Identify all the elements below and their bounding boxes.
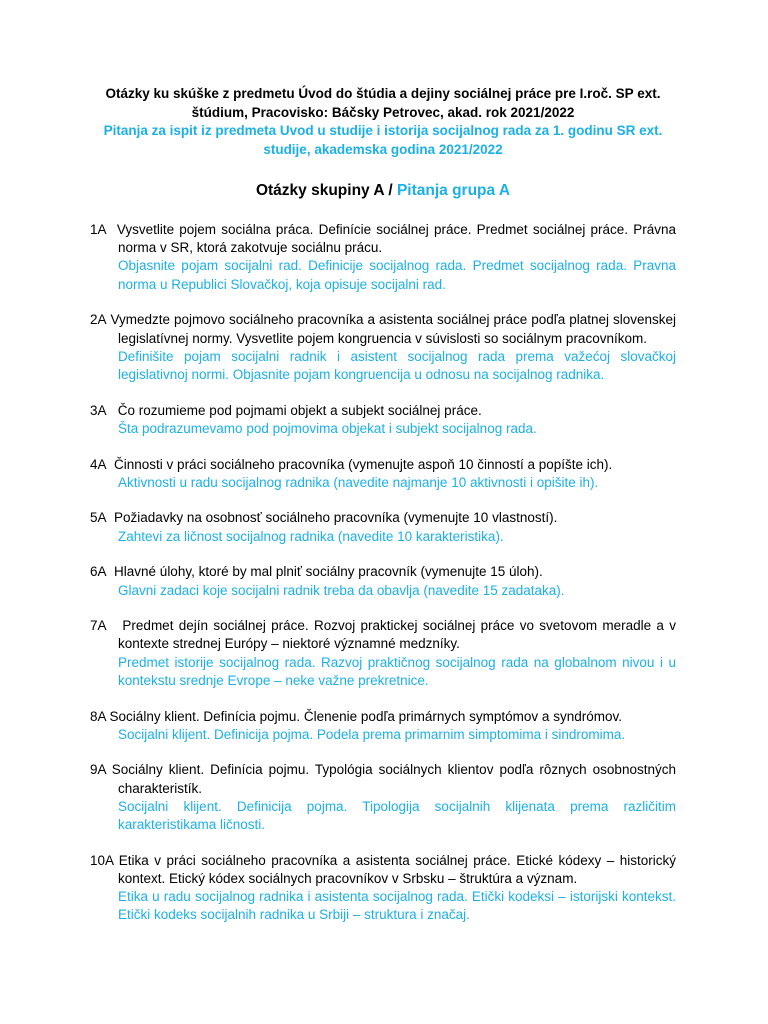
- question-number: 8A: [90, 708, 106, 724]
- question-text-slovak: Čo rozumieme pod pojmami objekt a subjekt sociálnej práce.: [117, 402, 482, 418]
- question-text-serbian: Zahtevi za ličnost socijalnog radnika (navedite 10 karakteristika).: [118, 528, 504, 544]
- question-item: [90, 402, 676, 438]
- question-number: 9A: [90, 762, 106, 778]
- question-text-serbian: Etika u radu socijalnog radnika i asistenta socijalnog rada. Etički kodeksi – istorijski kontekst. Etički kodeks socijalnih radnika u Srbiji – struktura i značaj.: [118, 889, 676, 923]
- question-number: 6A: [90, 564, 107, 580]
- question-text-slovak: Predmet dejín sociálnej práce. Rozvoj praktickej sociálnej práce vo svetovom meradle a v kontexte strednej Európy – niektoré významné medzníky.: [118, 618, 676, 652]
- question-item: [90, 617, 676, 690]
- question-item: [90, 221, 676, 294]
- group-title-separator: /: [384, 182, 397, 199]
- group-title-slovak: Otázky skupiny A: [255, 182, 385, 199]
- group-heading: [90, 181, 676, 201]
- question-number: 4A: [90, 456, 107, 472]
- header-title-slovak: Otázky ku skúške z predmetu Úvod do štúdia a dejiny sociálnej práce pre I.roč. SP ext. štúdium, Pracovisko: Báčsky Petrovec, akad. rok 2021/2022: [105, 86, 661, 120]
- question-item: [90, 852, 676, 925]
- header-title-serbian: Pitanja za ispit iz predmeta Uvod u studije i istorija socijalnog rada za 1. godinu SR ext. studije, akademska godina 2021/2022: [103, 123, 663, 157]
- question-text-serbian: Objasnite pojam socijalni rad. Definicije socijalnog rada. Predmet socijalnog rada. Pravna norma u Republici Slovačkoj, koja opisuje socijalni rad.: [118, 258, 676, 292]
- question-number: 7A: [90, 618, 107, 634]
- question-item: [90, 563, 676, 599]
- question-number: 3A: [90, 402, 107, 418]
- question-text-serbian: Definišite pojam socijalni radnik i asistent socijalnog rada prema važećoj slovačkoj legislativnoj normi. Objasnite pojam kongruencija u odnosu na socijalnog radnika.: [118, 348, 676, 382]
- question-number: 2A: [90, 312, 107, 328]
- question-text-slovak: Etika v práci sociálneho pracovníka a asistenta sociálnej práce. Etické kódexy – historický kontext. Etický kódex sociálnych pracovníkov v Srbsku – štruktúra a význam.: [118, 852, 676, 886]
- question-item: [90, 311, 676, 384]
- question-number: 10A: [90, 852, 114, 868]
- question-number: 5A: [90, 510, 107, 526]
- question-text-slovak: Činnosti v práci sociálneho pracovníka (vymenujte aspoň 10 činností a popíšte ich).: [114, 456, 613, 472]
- question-text-serbian: Socijalni klijent. Definicija pojma. Tipologija socijalnih klijenata prema različitim karakteristikama ličnosti.: [118, 798, 676, 833]
- question-text-serbian: Predmet istorije socijalnog rada. Razvoj praktičnog socijalnog rada na globalnom nivou i u kontekstu srednje Evrope – neke važne prekretnice.: [118, 654, 676, 688]
- question-text-slovak: Sociálny klient. Definícia pojmu. Typológia sociálnych klientov podľa rôznych osobnostných charakteristík.: [111, 762, 676, 796]
- question-item: [90, 456, 676, 492]
- question-item: [90, 708, 676, 744]
- question-text-serbian: Šta podrazumevamo pod pojmovima objekat i subjekt socijalnog rada.: [118, 420, 537, 436]
- question-text-slovak: Vysvetlite pojem sociálna práca. Definície sociálnej práce. Predmet sociálnej práce. Právna norma v SR, ktorá zakotvuje sociálnu prácu.: [116, 222, 676, 256]
- question-text-slovak: Sociálny klient. Definícia pojmu. Členenie podľa primárnych symptómov a syndrómov.: [109, 708, 622, 724]
- question-text-serbian: Socijalni klijent. Definicija pojma. Podela prema primarnim simptomima i sindromima.: [118, 726, 626, 742]
- question-list: [90, 221, 676, 925]
- question-text-slovak: Požiadavky na osobnosť sociálneho pracovníka (vymenujte 10 vlastností).: [114, 510, 558, 526]
- question-item: [90, 509, 676, 545]
- question-text-slovak: Vymedzte pojmovo sociálneho pracovníka a asistenta sociálnej práce podľa platnej slovenskej legislatívnej normy. Vysvetlite pojem kongruencia v súvislosti so sociálnym pracovníkom.: [110, 312, 676, 346]
- group-title-serbian: Pitanja grupa A: [396, 182, 511, 199]
- question-text-slovak: Hlavné úlohy, ktoré by mal plniť sociálny pracovník (vymenujte 15 úloh).: [114, 564, 543, 580]
- document-header: [90, 85, 676, 159]
- question-item: [90, 761, 676, 834]
- question-text-serbian: Aktivnosti u radu socijalnog radnika (navedite najmanje 10 aktivnosti i opišite ih).: [118, 474, 599, 490]
- question-number: 1A: [90, 222, 107, 237]
- question-text-serbian: Glavni zadaci koje socijalni radnik treba da obavlja (navedite 15 zadataka).: [118, 582, 565, 598]
